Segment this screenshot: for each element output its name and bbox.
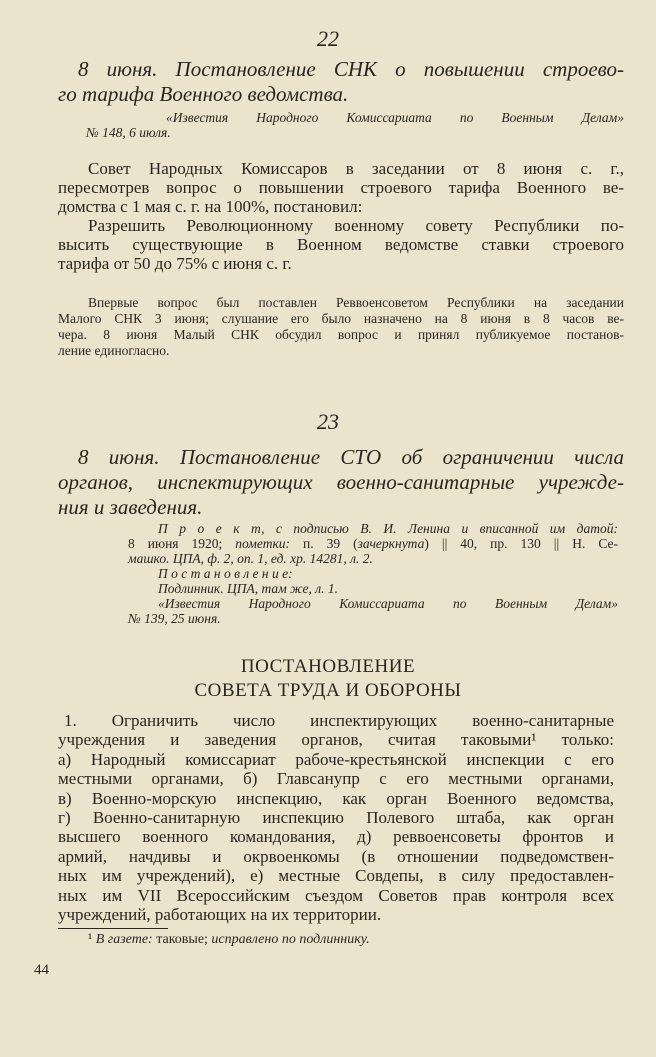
doc22-source-line: № 148, 6 июля. <box>86 125 171 140</box>
doc22-note-line: ление единогласно. <box>58 343 170 358</box>
doc23-number: 23 <box>317 409 339 434</box>
doc23-source <box>128 521 618 626</box>
doc22-body-line: пересмотрев вопрос о повышении строевого тарифа Военного ве- <box>58 178 624 197</box>
doc23-source-line: машко. ЦПА, ф. 2, оп. 1, ед. хр. 14281, л. 2. <box>128 551 373 566</box>
doc23-source-point: п. 39 ( <box>290 536 358 551</box>
doc23-body-line: учреждений, работающих на их территории. <box>58 905 382 925</box>
doc22-number: 22 <box>317 26 339 51</box>
doc22-note-line: Впервые вопрос был поставлен Реввоенсоветом Республики на заседании <box>88 295 624 310</box>
doc23-source-line: П р о е к т, с подписью В. И. Ленина и вписанной им датой: <box>158 521 618 536</box>
doc23-source-marks-label: пометки: <box>235 536 291 551</box>
doc22-body <box>58 159 624 273</box>
doc22-source-line: «Известия Народного Комиссариата по Военным Делам» <box>166 110 624 125</box>
doc23-source-ref: ) || 40, пр. 130 || Н. Се- <box>424 536 618 551</box>
footnote-in-newspaper: В газете: <box>92 932 153 947</box>
doc23-body-line: в) Военно-морскую инспекцию, как орган Военного ведомства, <box>58 788 614 808</box>
doc23-body-line: ных им учреждений), е) местные Совдепы, в силу предоставлен- <box>58 866 614 886</box>
doc23-source-line: № 139, 25 июня. <box>128 611 221 626</box>
doc23-source-date: 8 июня 1920; <box>128 536 236 551</box>
decree-heading-line: СОВЕТА ТРУДА И ОБОРОНЫ <box>194 680 462 701</box>
footnote-divider <box>58 928 168 929</box>
doc22-body-line: тарифа от 50 до 75% с июня с. г. <box>58 254 292 273</box>
doc23-body <box>58 711 614 924</box>
page-number: 44 <box>34 962 49 978</box>
doc23-body-line: высшего военного командования, д) реввоенсоветы фронтов и <box>58 827 614 847</box>
doc23-body-line: армий, начдивы и окрвоенкомы (в отношении подведомствен- <box>58 846 614 866</box>
doc23-title-line: органов, инспектирующих военно-санитарные учрежде- <box>58 470 624 494</box>
doc23-body-line: учреждения и заведения органов, считая таковыми¹ только: <box>58 730 614 750</box>
doc22-title-line: 8 июня. Постановление СНК о повышении строево- <box>78 57 624 81</box>
doc23-body-line: местными органами, б) Главсанупр с его местными органами, <box>58 769 614 789</box>
doc22-title-line: го тарифа Военного ведомства. <box>58 82 349 106</box>
decree-heading <box>0 655 656 703</box>
doc23-source-line: П о с т а н о в л е н и е: <box>158 566 293 581</box>
footnote-line <box>88 932 624 948</box>
doc23-body-line: 1. Ограничить число инспектирующих военно-санитарные <box>64 711 614 730</box>
doc22-source <box>86 110 624 140</box>
doc22-title <box>58 57 624 107</box>
doc22-body-line: Разрешить Революционному военному совету Республики по- <box>88 216 624 235</box>
doc23-title <box>58 445 624 520</box>
decree-heading-line: ПОСТАНОВЛЕНИЕ <box>240 656 416 677</box>
doc23-source-crossed: зачеркнута <box>357 536 425 551</box>
doc23-body-line: ных им VII Всероссийским съездом Советов прав контроля всех <box>58 885 614 905</box>
doc22-note-line: Малого СНК 3 июня; слушание его было назначено на 8 июня в 8 часов ве- <box>58 311 624 326</box>
doc23-source-line <box>128 536 618 551</box>
doc23-body-line: а) Народный комиссариат рабоче-крестьянской инспекции с его <box>58 749 614 769</box>
footnote-correction: исправлено по подлиннику. <box>207 932 370 947</box>
footnote <box>88 932 624 948</box>
doc22-note <box>58 295 624 359</box>
doc22-note-line: чера. 8 июня Малый СНК обсудил вопрос и принял публикуемое постанов- <box>58 327 624 342</box>
doc22-body-line: высить существующие в Военном ведомстве ставки строевого <box>58 235 624 254</box>
doc23-source-line: Подлинник. ЦПА, там же, л. 1. <box>158 581 339 596</box>
doc23-title-line: 8 июня. Постановление СТО об ограничении числа <box>78 445 624 469</box>
doc23-source-line: «Известия Народного Комиссариата по Военным Делам» <box>158 596 618 611</box>
footnote-mark: ¹ <box>88 932 93 947</box>
doc22-body-line: домства с 1 мая с. г. на 100%, постановил: <box>58 197 363 216</box>
doc22-body-line: Совет Народных Комиссаров в заседании от 8 июня с. г., <box>88 159 624 178</box>
doc23-body-line: г) Военно-санитарную инспекцию Полевого штаба, как орган <box>58 808 614 828</box>
doc23-title-line: ния и заведения. <box>58 495 203 519</box>
footnote-original-word: таковые; <box>152 932 208 947</box>
